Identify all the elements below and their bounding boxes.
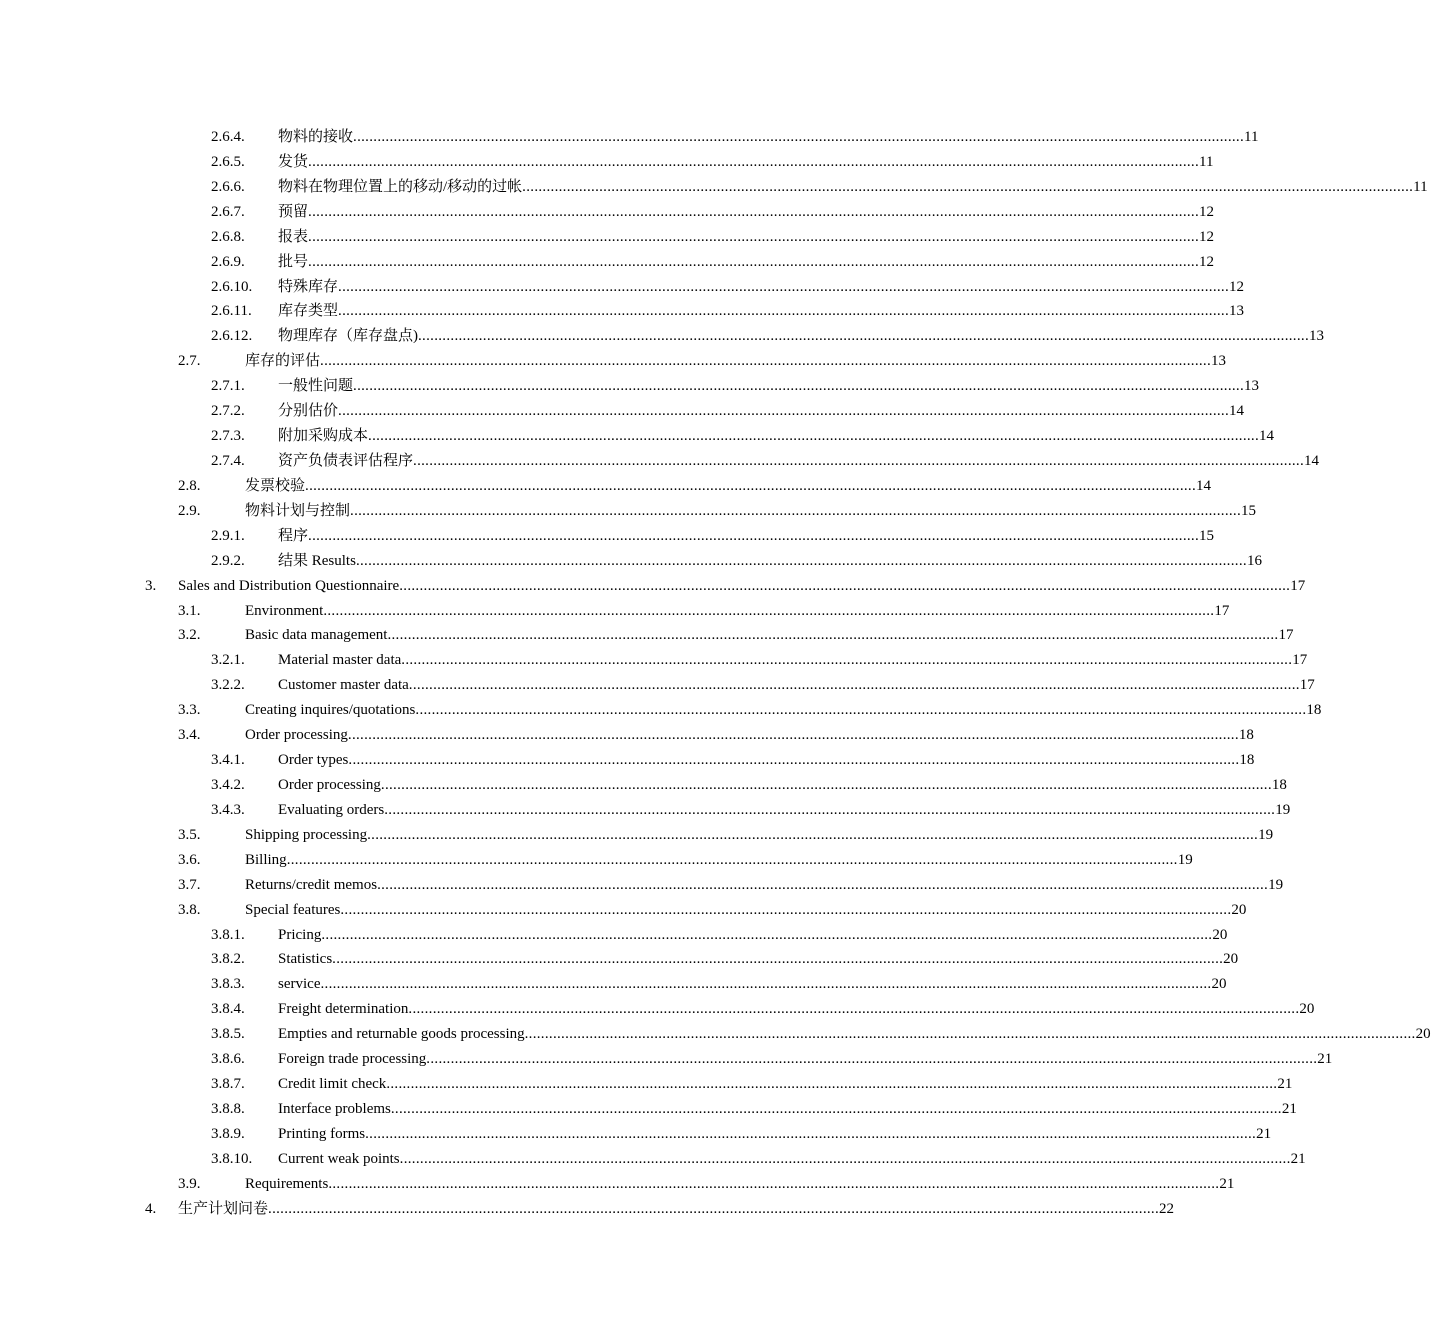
toc-entry-title[interactable]: Customer master data <box>278 677 409 694</box>
toc-entry-title[interactable]: Foreign trade processing <box>278 1051 427 1068</box>
toc-entry-title[interactable]: Evaluating orders <box>278 801 385 818</box>
toc-entry-number: 3.8.5. <box>211 1026 245 1043</box>
toc-entry-page-number: 12 <box>1199 203 1215 220</box>
toc-entry-title[interactable]: 物料的接收 <box>278 129 354 145</box>
toc-entry-body <box>278 673 1315 698</box>
toc-entry[interactable] <box>0 324 1324 349</box>
toc-entry-title[interactable]: Order types <box>278 752 349 769</box>
toc-entry[interactable] <box>0 374 1260 399</box>
toc-dot-leader: ............................................................................................................................................................................................................................ <box>408 1001 1300 1018</box>
toc-entry[interactable] <box>0 549 1262 574</box>
toc-dot-leader: ............................................................................................................................................................................................................................ <box>340 901 1232 918</box>
toc-entry-body <box>278 175 1428 200</box>
toc-entry[interactable] <box>0 947 1239 972</box>
toc-dot-leader: ............................................................................................................................................................................................................................ <box>367 826 1259 843</box>
toc-entry-number: 2.6.10. <box>211 278 253 295</box>
table-of-contents <box>0 125 1431 1222</box>
toc-entry-number: 2.7.4. <box>211 452 245 469</box>
toc-entry-title[interactable]: Basic data management <box>245 627 388 644</box>
toc-dot-leader: ............................................................................................................................................................................................................................ <box>365 1125 1257 1142</box>
toc-entry-title[interactable]: Statistics <box>278 951 333 968</box>
toc-entry-number: 3.7. <box>178 876 201 893</box>
toc-entry-body <box>278 324 1324 349</box>
toc-dot-leader: ............................................................................................................................................................................................................................ <box>328 1175 1220 1192</box>
toc-entry[interactable] <box>0 898 1247 923</box>
toc-entry-page-number: 21 <box>1277 1076 1293 1093</box>
toc-entry[interactable] <box>0 1197 1175 1222</box>
toc-entry-number: 2.6.11. <box>211 303 252 320</box>
toc-entry-number: 3.8.6. <box>211 1051 245 1068</box>
toc-entry-page-number: 14 <box>1259 428 1275 445</box>
toc-entry-body <box>278 923 1228 948</box>
toc-entry-page-number: 18 <box>1238 727 1254 744</box>
toc-dot-leader: ............................................................................................................................................................................................................................ <box>353 378 1245 395</box>
toc-entry-number: 2.6.12. <box>211 328 253 345</box>
toc-entry-page-number: 19 <box>1275 801 1291 818</box>
toc-entry-title[interactable]: 结果 Results <box>278 552 356 569</box>
toc-entry[interactable] <box>0 723 1254 748</box>
toc-entry-body <box>278 225 1215 250</box>
toc-entry-number: 2.7.2. <box>211 403 245 420</box>
toc-entry-body <box>278 947 1239 972</box>
toc-entry[interactable] <box>0 424 1275 449</box>
toc-entry-title[interactable]: Returns/credit memos <box>245 876 378 893</box>
toc-entry-body <box>278 748 1255 773</box>
toc-entry-page-number: 17 <box>1278 627 1294 644</box>
toc-entry-title[interactable]: Printing forms <box>278 1125 366 1142</box>
toc-entry[interactable] <box>0 275 1245 300</box>
toc-entry-title[interactable]: 资产负债表评估程序 <box>278 452 414 469</box>
toc-dot-leader: ............................................................................................................................................................................................................................ <box>401 652 1293 669</box>
toc-entry-number: 3.3. <box>178 702 201 719</box>
toc-entry-body <box>245 823 1274 848</box>
toc-entry-title[interactable]: Billing <box>245 851 287 868</box>
toc-entry-body <box>278 549 1262 574</box>
toc-entry[interactable] <box>0 648 1308 673</box>
toc-dot-leader: ............................................................................................................................................................................................................................ <box>338 403 1230 420</box>
toc-entry-body <box>278 1072 1293 1097</box>
toc-entry-title[interactable]: 附加采购成本 <box>278 428 369 445</box>
toc-entry-number: 3.2.1. <box>211 652 245 669</box>
toc-entry[interactable] <box>0 773 1287 798</box>
toc-entry-page-number: 20 <box>1415 1026 1431 1043</box>
toc-entry-body <box>278 275 1245 300</box>
toc-entry-body <box>278 150 1214 175</box>
toc-entry-body <box>278 200 1215 225</box>
toc-entry-number: 2.7.3. <box>211 428 245 445</box>
toc-entry-page-number: 21 <box>1317 1051 1333 1068</box>
toc-entry-page-number: 12 <box>1229 278 1245 295</box>
toc-entry-title[interactable]: 分别估价 <box>278 403 339 420</box>
toc-entry-title[interactable]: Pricing <box>278 926 322 943</box>
toc-entry-page-number: 19 <box>1268 876 1284 893</box>
toc-entry-title[interactable]: Shipping processing <box>245 826 368 843</box>
toc-entry[interactable] <box>0 1072 1293 1097</box>
toc-entry-page-number: 14 <box>1196 477 1212 494</box>
toc-dot-leader: ............................................................................................................................................................................................................................ <box>418 328 1309 345</box>
toc-dot-leader: ............................................................................................................................................................................................................................ <box>338 303 1230 320</box>
toc-dot-leader: ............................................................................................................................................................................................................................ <box>350 502 1242 519</box>
toc-dot-leader: ............................................................................................................................................................................................................................ <box>408 677 1300 694</box>
toc-entry-body <box>278 972 1227 997</box>
toc-entry-number: 3.8.8. <box>211 1100 245 1117</box>
toc-dot-leader: ............................................................................................................................................................................................................................ <box>308 253 1200 270</box>
toc-entry-body <box>278 125 1259 150</box>
toc-entry-number: 3.8.9. <box>211 1125 245 1142</box>
toc-entry[interactable] <box>0 1147 1306 1172</box>
toc-dot-leader: ............................................................................................................................................................................................................................ <box>347 727 1239 744</box>
toc-entry[interactable] <box>0 299 1245 324</box>
toc-entry-number: 2.8. <box>178 477 201 494</box>
toc-entry-body <box>245 898 1247 923</box>
toc-entry-number: 3.4.2. <box>211 776 245 793</box>
toc-entry-title[interactable]: 物理库存（库存盘点) <box>278 328 418 345</box>
toc-entry-body <box>278 997 1315 1022</box>
toc-entry-title[interactable]: Interface problems <box>278 1100 391 1117</box>
toc-entry-page-number: 16 <box>1246 552 1262 569</box>
toc-entry-body <box>278 1022 1431 1047</box>
toc-entry-body <box>278 798 1291 823</box>
toc-dot-leader: ............................................................................................................................................................................................................................ <box>320 976 1212 993</box>
toc-entry[interactable] <box>0 823 1274 848</box>
toc-dot-leader: ............................................................................................................................................................................................................................ <box>308 527 1200 544</box>
toc-entry-title[interactable]: Creating inquires/quotations <box>245 702 416 719</box>
toc-entry-title[interactable]: Special features <box>245 901 341 918</box>
toc-entry-body <box>245 599 1230 624</box>
toc-entry-body <box>278 250 1215 275</box>
toc-entry-page-number: 13 <box>1309 328 1324 345</box>
toc-entry-body <box>178 1197 1175 1222</box>
toc-entry[interactable] <box>0 499 1257 524</box>
toc-entry-body <box>278 449 1320 474</box>
toc-entry[interactable] <box>0 150 1214 175</box>
toc-entry-page-number: 18 <box>1271 776 1287 793</box>
toc-entry[interactable] <box>0 997 1315 1022</box>
toc-entry-body <box>245 848 1193 873</box>
toc-entry-title[interactable]: 报表 <box>278 228 309 245</box>
toc-entry-number: 3.9. <box>178 1175 201 1192</box>
toc-entry-number: 3.8. <box>178 901 201 918</box>
toc-dot-leader: ............................................................................................................................................................................................................................ <box>305 477 1197 494</box>
toc-entry-number: 2.6.9. <box>211 253 245 270</box>
toc-entry-page-number: 11 <box>1199 153 1214 170</box>
toc-entry-title[interactable]: Empties and returnable goods processing <box>278 1026 525 1043</box>
toc-entry-number: 3.2. <box>178 627 201 644</box>
toc-entry[interactable] <box>0 1022 1431 1047</box>
toc-entry-number: 3.6. <box>178 851 201 868</box>
toc-entry-body <box>245 623 1294 648</box>
toc-entry-page-number: 13 <box>1244 378 1260 395</box>
toc-entry[interactable] <box>0 848 1193 873</box>
toc-entry-title[interactable]: 预留 <box>278 203 309 220</box>
toc-entry-title[interactable]: Credit limit check <box>278 1076 387 1093</box>
toc-entry-title[interactable]: Current weak points <box>278 1150 400 1167</box>
toc-entry-body <box>278 399 1245 424</box>
toc-entry-number: 3.8.2. <box>211 951 245 968</box>
toc-entry[interactable] <box>0 1047 1333 1072</box>
toc-entry-title[interactable]: Material master data <box>278 652 402 669</box>
toc-entry-page-number: 17 <box>1292 652 1308 669</box>
toc-dot-leader: ............................................................................................................................................................................................................................ <box>384 801 1276 818</box>
toc-entry[interactable] <box>0 972 1227 997</box>
toc-entry-number: 2.9.1. <box>211 527 245 544</box>
toc-entry-number: 3.2.2. <box>211 677 245 694</box>
toc-entry-body <box>245 499 1257 524</box>
toc-entry-body <box>245 723 1254 748</box>
toc-entry-title[interactable]: Sales and Distribution Questionnaire <box>178 577 400 594</box>
toc-dot-leader: ............................................................................................................................................................................................................................ <box>286 851 1178 868</box>
toc-entry-page-number: 20 <box>1299 1001 1315 1018</box>
toc-entry-page-number: 18 <box>1239 752 1255 769</box>
toc-entry-page-number: 20 <box>1212 926 1228 943</box>
toc-dot-leader: ............................................................................................................................................................................................................................ <box>415 702 1307 719</box>
toc-entry-title[interactable]: 库存类型 <box>278 303 339 320</box>
toc-dot-leader: ............................................................................................................................................................................................................................ <box>377 876 1269 893</box>
toc-entry-title[interactable]: 生产计划问卷 <box>178 1200 269 1217</box>
toc-dot-leader: ............................................................................................................................................................................................................................ <box>368 428 1260 445</box>
toc-entry-page-number: 11 <box>1413 178 1428 195</box>
toc-entry-page-number: 21 <box>1256 1125 1272 1142</box>
toc-entry-number: 2.7.1. <box>211 378 245 395</box>
toc-entry-page-number: 13 <box>1229 303 1245 320</box>
toc-entry[interactable] <box>0 673 1315 698</box>
toc-entry-body <box>278 524 1215 549</box>
toc-entry-page-number: 20 <box>1211 976 1227 993</box>
toc-entry-page-number: 22 <box>1159 1200 1175 1217</box>
toc-dot-leader: ............................................................................................................................................................................................................................ <box>308 153 1200 170</box>
toc-dot-leader: ............................................................................................................................................................................................................................ <box>399 1150 1291 1167</box>
toc-entry-title[interactable]: 一般性问题 <box>278 378 354 395</box>
toc-dot-leader: ............................................................................................................................................................................................................................ <box>308 228 1200 245</box>
toc-entry[interactable] <box>0 474 1212 499</box>
toc-entry-page-number: 17 <box>1299 677 1315 694</box>
toc-entry-page-number: 21 <box>1219 1175 1235 1192</box>
toc-entry-title[interactable]: 程序 <box>278 527 309 544</box>
toc-dot-leader: ............................................................................................................................................................................................................................ <box>380 776 1272 793</box>
toc-entry-title[interactable]: service <box>278 976 321 993</box>
toc-entry-page-number: 17 <box>1214 602 1230 619</box>
toc-dot-leader: ............................................................................................................................................................................................................................ <box>353 129 1245 145</box>
toc-entry-body <box>278 299 1245 324</box>
toc-entry[interactable] <box>0 1122 1272 1147</box>
toc-entry-page-number: 12 <box>1199 228 1215 245</box>
toc-dot-leader: ............................................................................................................................................................................................................................ <box>399 577 1291 594</box>
toc-entry-page-number: 13 <box>1211 353 1227 370</box>
toc-entry[interactable] <box>0 923 1228 948</box>
toc-dot-leader: ............................................................................................................................................................................................................................ <box>386 1076 1278 1093</box>
toc-dot-leader: ............................................................................................................................................................................................................................ <box>332 951 1224 968</box>
toc-dot-leader: ............................................................................................................................................................................................................................ <box>387 627 1279 644</box>
toc-entry-page-number: 15 <box>1241 502 1257 519</box>
toc-entry[interactable] <box>0 225 1215 250</box>
toc-entry[interactable] <box>0 1097 1297 1122</box>
toc-entry[interactable] <box>0 748 1255 773</box>
toc-entry-title[interactable]: Requirements <box>245 1175 329 1192</box>
toc-entry[interactable] <box>0 698 1322 723</box>
toc-entry-title[interactable]: 特殊库存 <box>278 278 339 295</box>
toc-entry[interactable] <box>0 599 1230 624</box>
toc-entry-body <box>245 873 1284 898</box>
toc-entry-page-number: 20 <box>1231 901 1247 918</box>
toc-entry[interactable] <box>0 175 1428 200</box>
toc-entry-number: 3.8.1. <box>211 926 245 943</box>
toc-dot-leader: ............................................................................................................................................................................................................................ <box>320 353 1212 370</box>
toc-entry[interactable] <box>0 574 1306 599</box>
toc-entry-number: 3.4.3. <box>211 801 245 818</box>
toc-entry-body <box>278 1097 1297 1122</box>
toc-entry-number: 3.8.3. <box>211 976 245 993</box>
toc-entry-number: 2.6.4. <box>211 129 245 145</box>
toc-entry-title[interactable]: 物料计划与控制 <box>245 502 351 519</box>
toc-entry-title[interactable]: Freight determination <box>278 1001 409 1018</box>
toc-dot-leader: ............................................................................................................................................................................................................................ <box>348 752 1240 769</box>
toc-entry-body <box>278 773 1287 798</box>
toc-dot-leader: ............................................................................................................................................................................................................................ <box>321 926 1213 943</box>
toc-dot-leader: ............................................................................................................................................................................................................................ <box>308 203 1200 220</box>
toc-dot-leader: ............................................................................................................................................................................................................................ <box>355 552 1247 569</box>
toc-entry[interactable] <box>0 1172 1235 1197</box>
toc-entry-page-number: 20 <box>1223 951 1239 968</box>
toc-dot-leader: ............................................................................................................................................................................................................................ <box>323 602 1215 619</box>
toc-entry-page-number: 11 <box>1244 129 1259 145</box>
toc-entry-title[interactable]: 批号 <box>278 253 309 270</box>
toc-entry-title[interactable]: Environment <box>245 602 324 619</box>
toc-entry-body <box>245 1172 1235 1197</box>
toc-entry[interactable] <box>0 125 1259 150</box>
toc-entry-title[interactable]: 物料在物理位置上的移动/移动的过帐 <box>278 178 523 195</box>
toc-entry-title[interactable]: 发票校验 <box>245 477 306 494</box>
toc-entry-page-number: 19 <box>1177 851 1193 868</box>
toc-entry-title[interactable]: Order processing <box>245 727 348 744</box>
toc-entry-page-number: 15 <box>1199 527 1215 544</box>
toc-entry[interactable] <box>0 250 1215 275</box>
toc-entry-number: 2.6.7. <box>211 203 245 220</box>
toc-dot-leader: ............................................................................................................................................................................................................................ <box>522 178 1414 195</box>
toc-dot-leader: ............................................................................................................................................................................................................................ <box>390 1100 1282 1117</box>
toc-entry-number: 3. <box>145 577 157 594</box>
toc-entry-body <box>245 349 1227 374</box>
toc-entry[interactable] <box>0 798 1291 823</box>
toc-entry-page-number: 18 <box>1306 702 1322 719</box>
toc-entry-page-number: 17 <box>1290 577 1306 594</box>
toc-entry-body <box>278 1147 1306 1172</box>
toc-dot-leader: ............................................................................................................................................................................................................................ <box>413 452 1305 469</box>
toc-entry-number: 3.8.4. <box>211 1001 245 1018</box>
toc-entry-body <box>245 698 1322 723</box>
toc-entry-page-number: 21 <box>1290 1150 1306 1167</box>
toc-entry-page-number: 12 <box>1199 253 1215 270</box>
toc-entry[interactable] <box>0 449 1320 474</box>
toc-entry-body <box>245 474 1212 499</box>
toc-entry-page-number: 14 <box>1229 403 1245 420</box>
toc-entry-body <box>278 1047 1333 1072</box>
toc-entry-number: 3.8.7. <box>211 1076 245 1093</box>
toc-entry-number: 3.8.10. <box>211 1150 253 1167</box>
toc-entry-number: 2.7. <box>178 353 201 370</box>
toc-entry[interactable] <box>0 399 1245 424</box>
toc-entry-title[interactable]: 发货 <box>278 153 309 170</box>
toc-entry[interactable] <box>0 873 1284 898</box>
toc-entry-body <box>178 574 1306 599</box>
toc-entry[interactable] <box>0 623 1294 648</box>
toc-entry-number: 2.6.6. <box>211 178 245 195</box>
toc-entry-title[interactable]: Order processing <box>278 776 381 793</box>
toc-dot-leader: ............................................................................................................................................................................................................................ <box>426 1051 1318 1068</box>
toc-entry-number: 2.9. <box>178 502 201 519</box>
toc-entry[interactable] <box>0 349 1227 374</box>
toc-entry-number: 3.4.1. <box>211 752 245 769</box>
toc-entry-number: 2.6.5. <box>211 153 245 170</box>
toc-dot-leader: ............................................................................................................................................................................................................................ <box>524 1026 1416 1043</box>
toc-entry-page-number: 19 <box>1258 826 1274 843</box>
toc-entry-number: 3.1. <box>178 602 201 619</box>
toc-entry-body <box>278 648 1308 673</box>
toc-entry-title[interactable]: 库存的评估 <box>245 353 321 370</box>
toc-entry-body <box>278 1122 1272 1147</box>
toc-entry-number: 3.4. <box>178 727 201 744</box>
toc-entry-page-number: 14 <box>1304 452 1320 469</box>
toc-dot-leader: ............................................................................................................................................................................................................................ <box>268 1200 1160 1217</box>
toc-entry[interactable] <box>0 200 1215 225</box>
toc-entry-number: 2.9.2. <box>211 552 245 569</box>
toc-entry-body <box>278 374 1260 399</box>
toc-entry-page-number: 21 <box>1281 1100 1297 1117</box>
toc-dot-leader: ............................................................................................................................................................................................................................ <box>338 278 1230 295</box>
toc-entry-body <box>278 424 1275 449</box>
toc-entry-number: 4. <box>145 1200 157 1217</box>
toc-entry-number: 3.5. <box>178 826 201 843</box>
toc-entry-number: 2.6.8. <box>211 228 245 245</box>
toc-entry[interactable] <box>0 524 1215 549</box>
